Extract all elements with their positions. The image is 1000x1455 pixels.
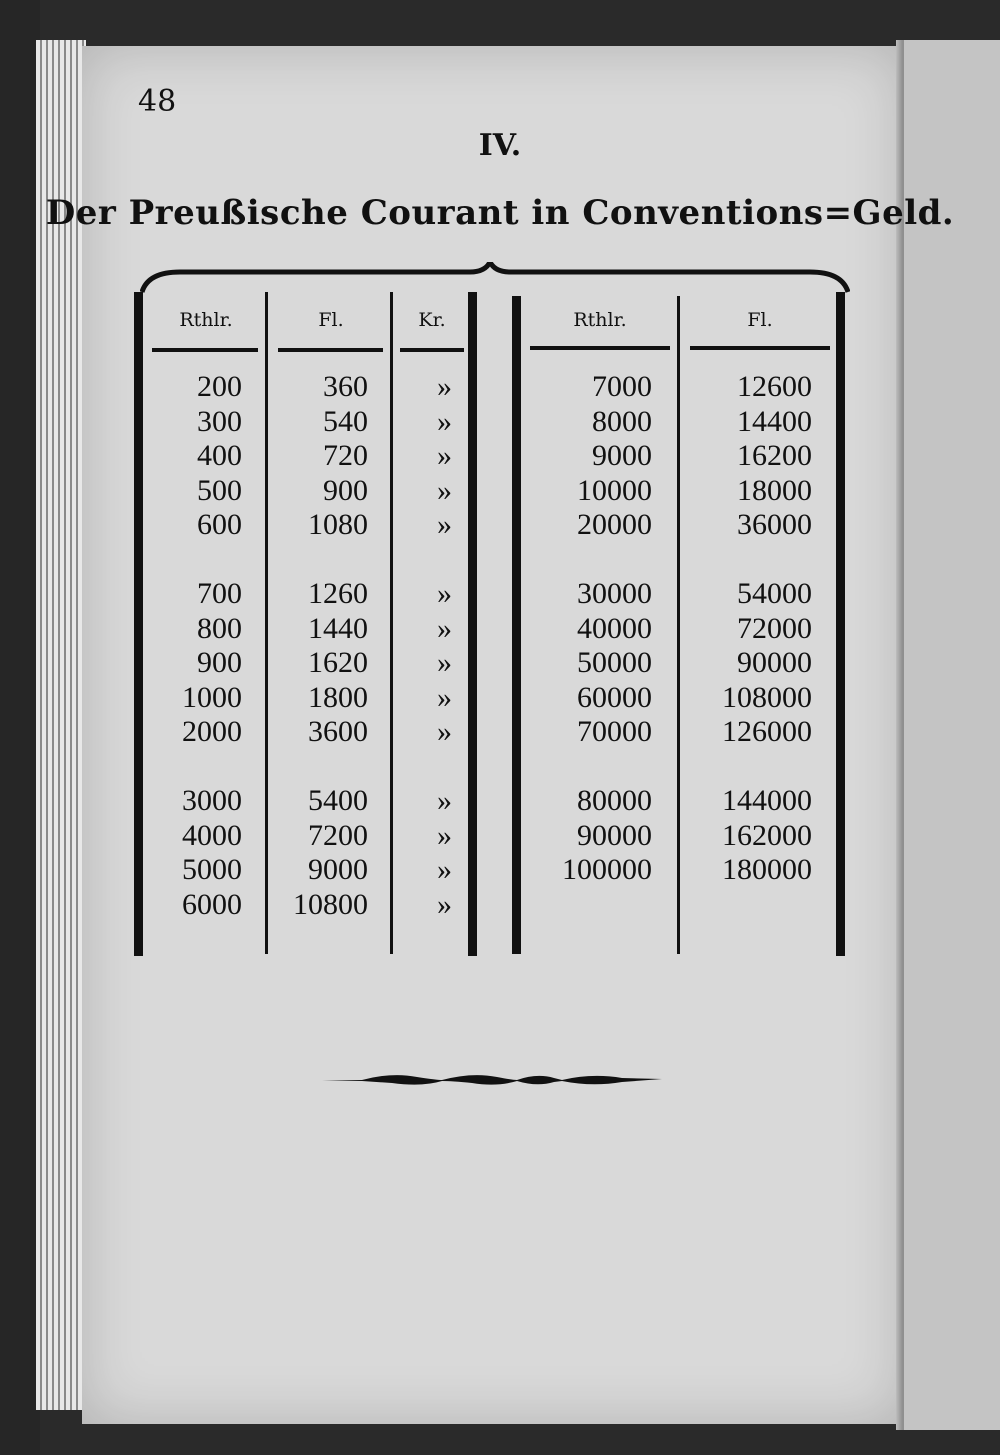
page-edges <box>36 40 86 1410</box>
right-fl-cell: 72000 <box>737 611 812 645</box>
left-rthlr-cell: 4000 <box>182 818 242 852</box>
right-rthlr-cell: 10000 <box>577 473 652 507</box>
table-rule <box>390 292 393 954</box>
right-rthlr-cell: 60000 <box>577 680 652 714</box>
header-underline <box>152 348 258 352</box>
left-fl-cell: 360 <box>323 370 368 403</box>
right-rthlr-cell: 20000 <box>577 508 652 542</box>
left-fl-cell: 900 <box>323 473 368 507</box>
right-rthlr-cell: 100000 <box>562 853 652 887</box>
closing-ornament <box>322 1068 662 1092</box>
table-rule-center-left <box>468 292 477 956</box>
left-kr-cell: » <box>437 784 452 817</box>
left-fl-cell: 1260 <box>308 577 368 610</box>
left-rthlr-cell: 2000 <box>182 715 242 749</box>
right-fl-cell: 36000 <box>737 508 812 542</box>
left-fl-cell: 9000 <box>308 853 368 887</box>
right-fl-cell: 14400 <box>737 404 812 438</box>
header-rthlr-left: Rthlr. <box>179 309 233 331</box>
left-kr-cell: » <box>437 439 452 473</box>
brace-ornament <box>140 262 850 298</box>
left-rthlr-cell: 3000 <box>182 784 242 817</box>
left-rthlr-cell: 600 <box>197 508 242 542</box>
left-kr-cell: » <box>437 680 452 714</box>
left-rthlr-cell: 500 <box>197 473 242 507</box>
table-rule <box>265 292 268 954</box>
right-rthlr-cell: 9000 <box>592 439 652 473</box>
left-fl-cell: 7200 <box>308 818 368 852</box>
header-rthlr-right: Rthlr. <box>573 309 627 331</box>
right-fl-cell: 126000 <box>722 715 812 749</box>
left-rthlr-cell: 200 <box>197 370 242 403</box>
header-fl-right: Fl. <box>747 309 773 331</box>
table-rule-center-right <box>512 296 521 954</box>
right-rthlr-cell: 70000 <box>577 715 652 749</box>
left-fl-cell: 720 <box>323 439 368 473</box>
left-rthlr-cell: 300 <box>197 404 242 438</box>
left-fl-cell: 10800 <box>293 887 368 921</box>
facing-page <box>904 40 1000 1430</box>
left-fl-cell: 1440 <box>308 611 368 645</box>
left-fl-cell: 5400 <box>308 784 368 817</box>
left-kr-cell: » <box>437 818 452 852</box>
right-fl-cell: 90000 <box>737 646 812 680</box>
table-rule-outer-left <box>134 292 143 956</box>
right-fl-cell: 12600 <box>737 370 812 403</box>
left-rthlr-cell: 800 <box>197 611 242 645</box>
left-rthlr-cell: 700 <box>197 577 242 610</box>
header-underline <box>530 346 670 350</box>
table-rule-outer-right <box>836 292 845 956</box>
right-rthlr-cell: 90000 <box>577 818 652 852</box>
right-fl-cell: 180000 <box>722 853 812 887</box>
left-rthlr-cell: 900 <box>197 646 242 680</box>
right-fl-cell: 108000 <box>722 680 812 714</box>
right-fl-cell: 144000 <box>722 784 812 817</box>
left-kr-cell: » <box>437 853 452 887</box>
right-fl-cell: 54000 <box>737 577 812 610</box>
left-kr-cell: » <box>437 611 452 645</box>
header-underline <box>690 346 830 350</box>
left-kr-cell: » <box>437 473 452 507</box>
left-fl-cell: 1620 <box>308 646 368 680</box>
table-rule <box>677 296 680 954</box>
left-kr-cell: » <box>437 887 452 921</box>
page-title: Der Preußische Courant in Conventions=Geld. <box>45 193 955 233</box>
left-fl-cell: 3600 <box>308 715 368 749</box>
header-underline <box>278 348 383 352</box>
right-rthlr-cell: 30000 <box>577 577 652 610</box>
right-fl-cell: 16200 <box>737 439 812 473</box>
right-rthlr-cell: 7000 <box>592 370 652 403</box>
header-fl-left: Fl. <box>318 309 344 331</box>
left-kr-cell: » <box>437 715 452 749</box>
right-fl-cell: 162000 <box>722 818 812 852</box>
left-rthlr-cell: 400 <box>197 439 242 473</box>
right-fl-cell: 18000 <box>737 473 812 507</box>
page-number: 48 <box>138 84 177 119</box>
left-rthlr-cell: 6000 <box>182 887 242 921</box>
left-rthlr-cell: 5000 <box>182 853 242 887</box>
header-kr-left: Kr. <box>418 309 446 331</box>
left-fl-cell: 1080 <box>308 508 368 542</box>
header-underline <box>400 348 464 352</box>
right-rthlr-cell: 40000 <box>577 611 652 645</box>
left-kr-cell: » <box>437 577 452 610</box>
left-rthlr-cell: 1000 <box>182 680 242 714</box>
section-numeral: IV. <box>478 128 522 163</box>
right-rthlr-cell: 80000 <box>577 784 652 817</box>
left-kr-cell: » <box>437 370 452 403</box>
left-kr-cell: » <box>437 404 452 438</box>
left-fl-cell: 1800 <box>308 680 368 714</box>
left-kr-cell: » <box>437 508 452 542</box>
right-rthlr-cell: 8000 <box>592 404 652 438</box>
left-fl-cell: 540 <box>323 404 368 438</box>
right-rthlr-cell: 50000 <box>577 646 652 680</box>
left-kr-cell: » <box>437 646 452 680</box>
